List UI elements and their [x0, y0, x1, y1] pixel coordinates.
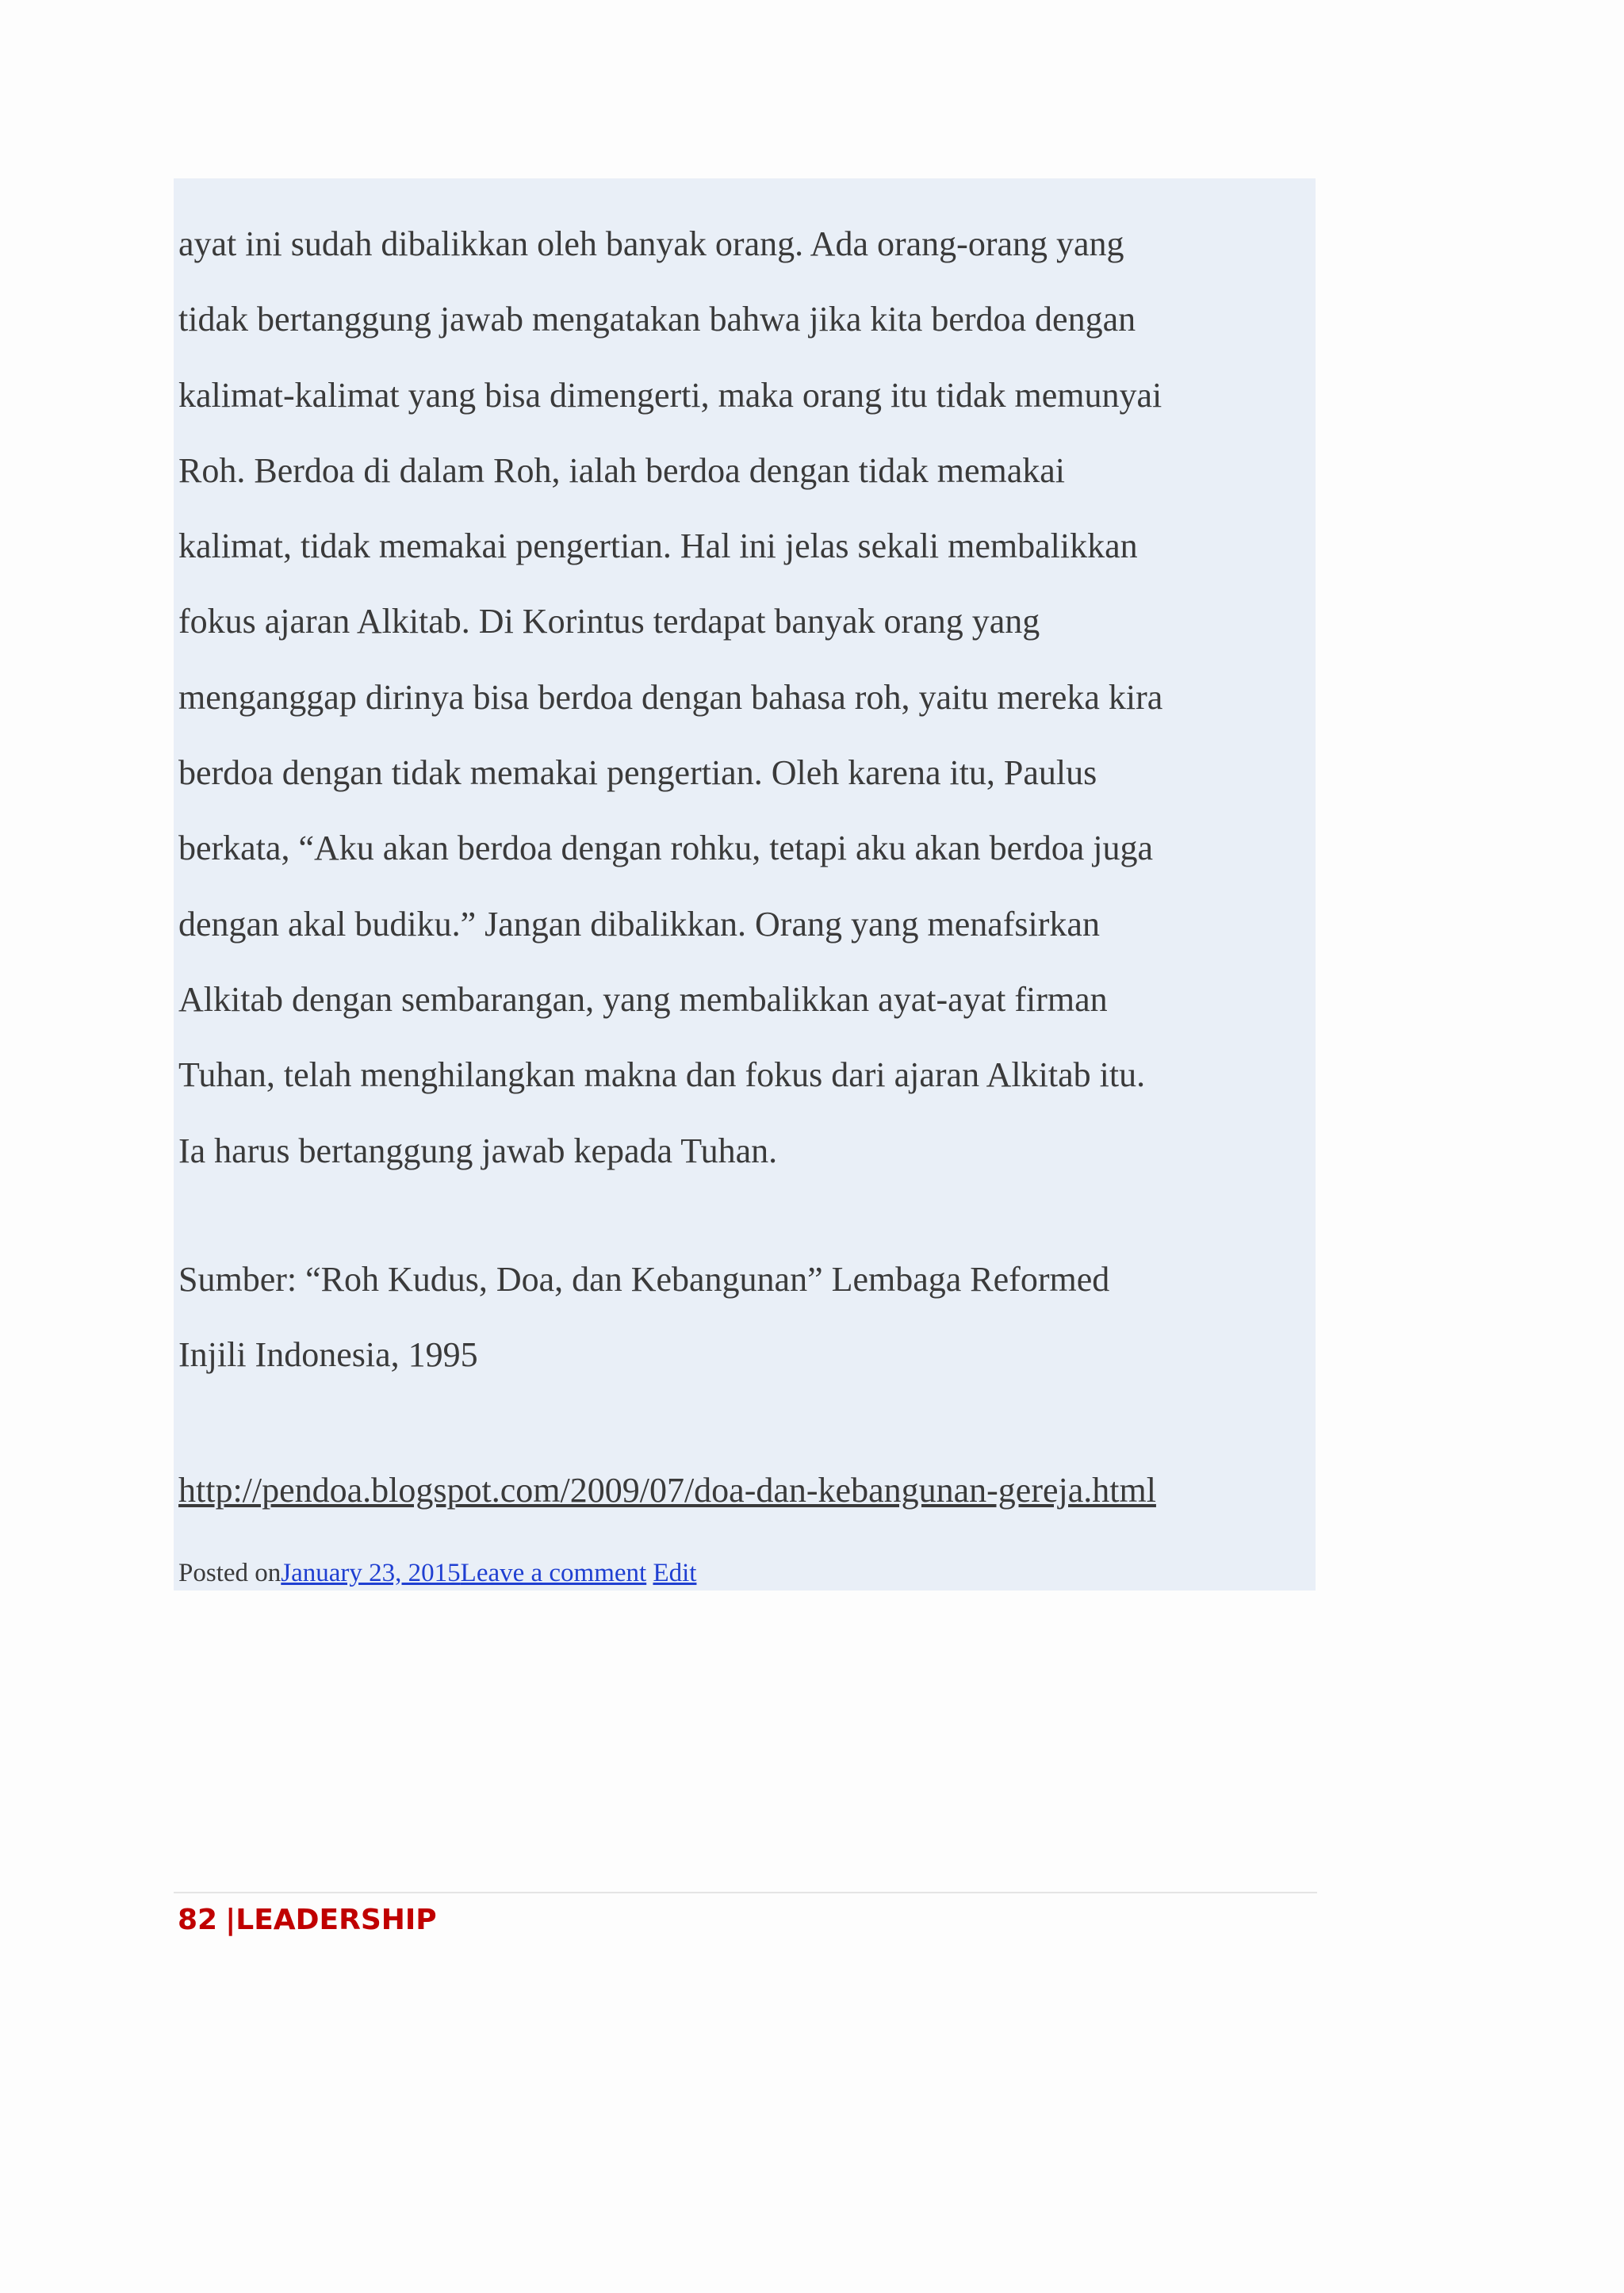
source-url-line	[178, 1467, 1156, 1514]
body-line: Alkitab dengan sembarangan, yang membalikkan ayat-ayat firman	[178, 979, 1108, 1019]
source-url-link[interactable]: http://pendoa.blogspot.com/2009/07/doa-dan-kebangunan-gereja.html	[178, 1471, 1156, 1510]
source-line: Injili Indonesia, 1995	[178, 1335, 478, 1374]
body-line: menganggap dirinya bisa berdoa dengan bahasa roh, yaitu mereka kira	[178, 677, 1163, 717]
body-line: Tuhan, telah menghilangkan makna dan fokus dari ajaran Alkitab itu.	[178, 1055, 1146, 1095]
body-line: dengan akal budiku.” Jangan dibalikkan. Orang yang menafsirkan	[178, 904, 1100, 944]
body-line: fokus ajaran Alkitab. Di Korintus terdapat banyak orang yang	[178, 602, 1040, 641]
footer-divider	[174, 1892, 1317, 1893]
leave-comment-link[interactable]: Leave a comment	[460, 1559, 647, 1587]
footer-section-title: LEADERSHIP	[236, 1904, 437, 1936]
body-line: ayat ini sudah dibalikkan oleh banyak orang. Ada orang-orang yang	[178, 224, 1124, 263]
body-line: Roh. Berdoa di dalam Roh, ialah berdoa dengan tidak memakai	[178, 450, 1066, 490]
post-date-link[interactable]: January 23, 2015	[281, 1559, 461, 1587]
edit-link[interactable]: Edit	[653, 1559, 697, 1587]
body-line: kalimat-kalimat yang bisa dimengerti, maka orang itu tidak memunyai	[178, 375, 1162, 415]
body-line: berdoa dengan tidak memakai pengertian. Oleh karena itu, Paulus	[178, 753, 1097, 793]
source-line: Sumber: “Roh Kudus, Doa, dan Kebangunan” Lembaga Reformed	[178, 1260, 1110, 1299]
footer-separator: |	[225, 1904, 236, 1936]
body-line: berkata, “Aku akan berdoa dengan rohku, tetapi aku akan berdoa juga	[178, 829, 1154, 868]
page-number: 82	[178, 1904, 218, 1936]
post-meta	[178, 1556, 696, 1591]
body-line: Ia harus bertanggung jawab kepada Tuhan.	[178, 1131, 778, 1170]
page-footer	[178, 1900, 437, 1941]
posted-on-label: Posted on	[178, 1559, 282, 1587]
article-body	[178, 206, 1320, 1189]
source-citation	[178, 1242, 1320, 1392]
body-line: tidak bertanggung jawab mengatakan bahwa jika kita berdoa dengan	[178, 300, 1136, 339]
body-line: kalimat, tidak memakai pengertian. Hal ini jelas sekali membalikkan	[178, 526, 1138, 566]
